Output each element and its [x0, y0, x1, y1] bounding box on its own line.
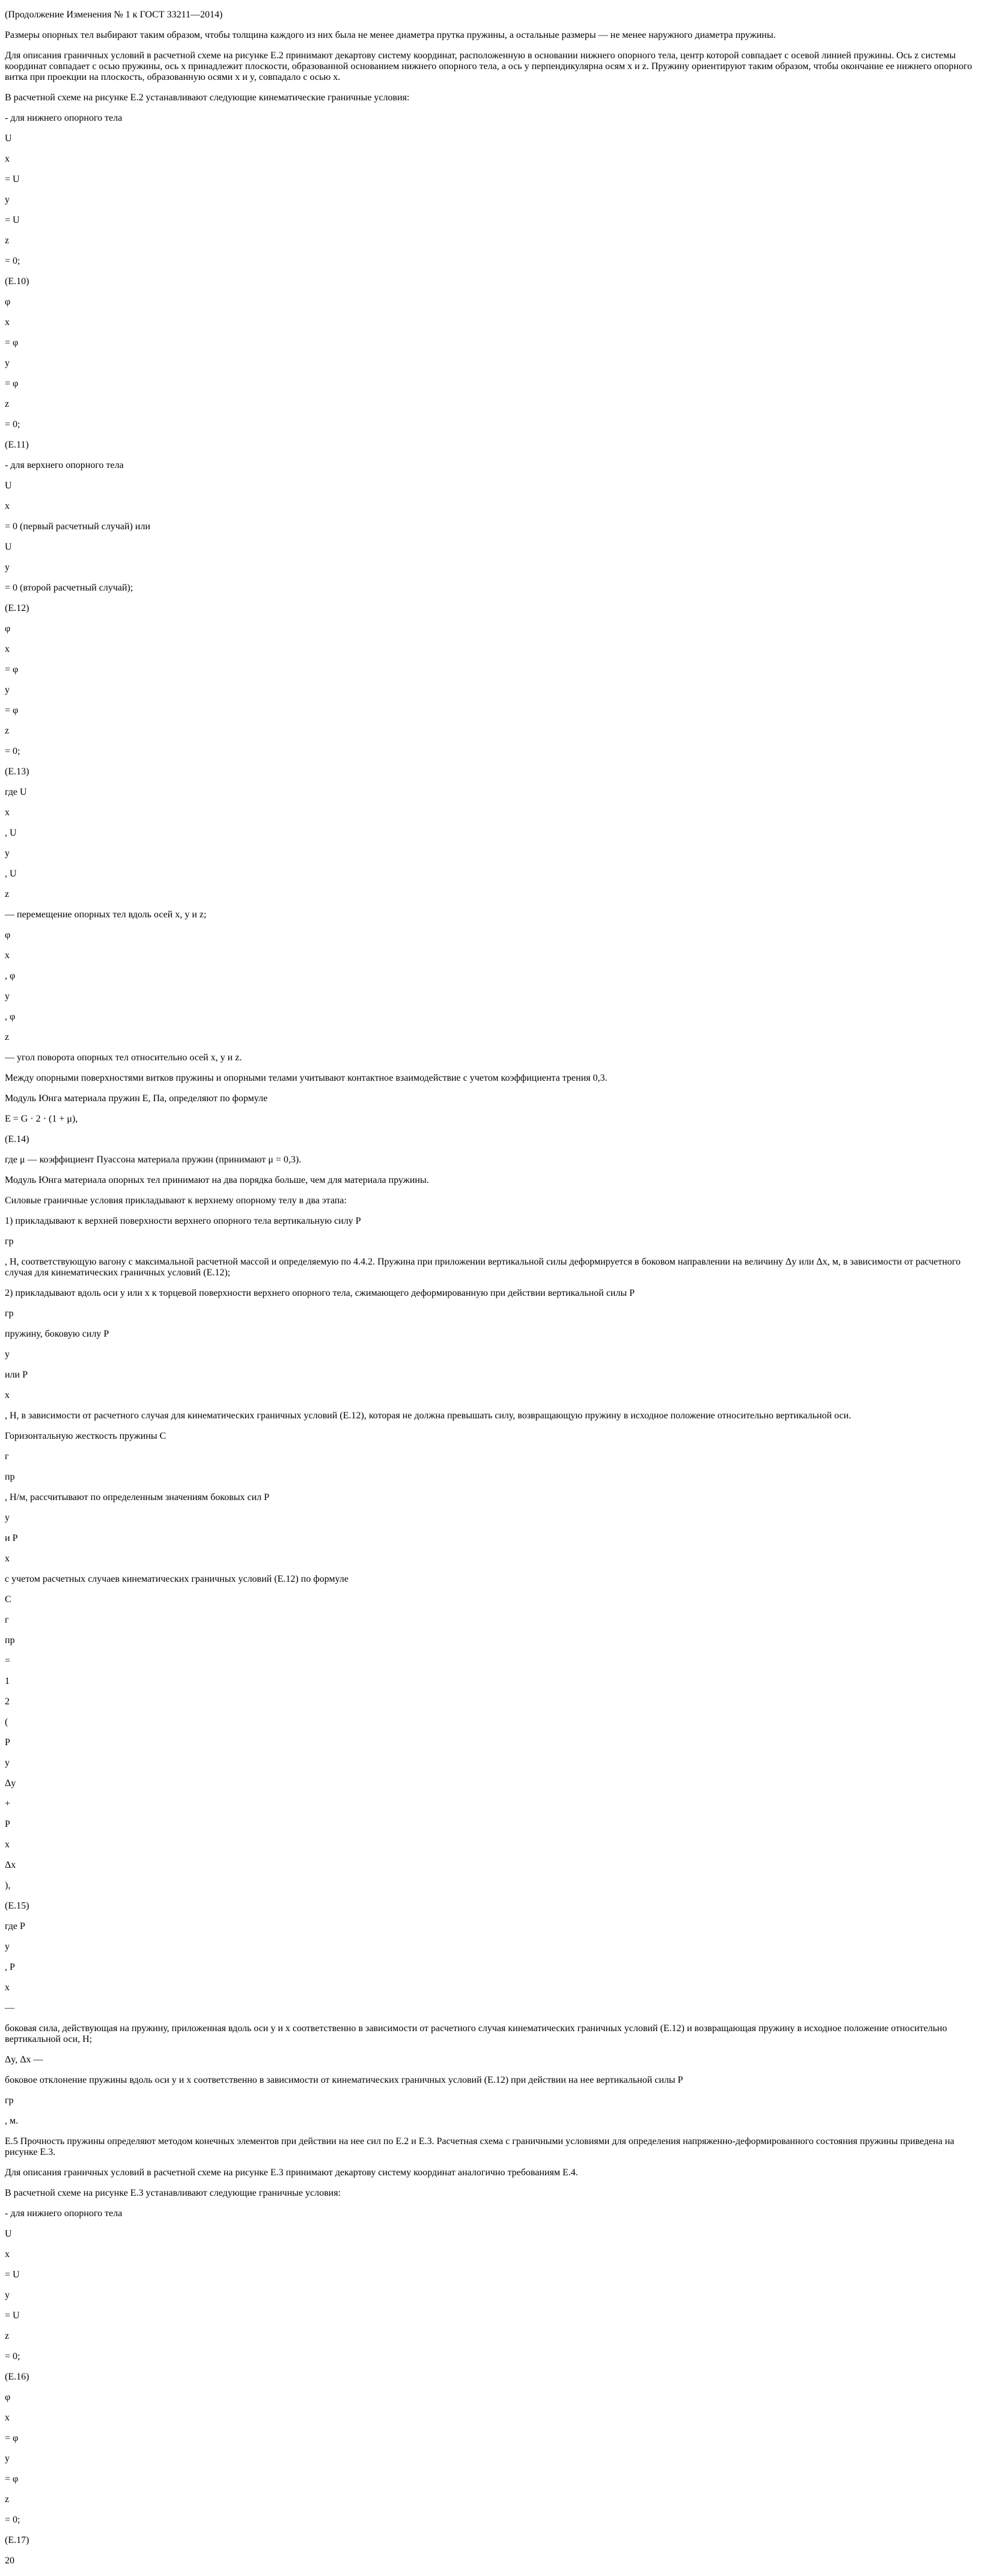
text-105: - для нижнего опорного тела [5, 2208, 123, 2219]
text-36: (Е.13) [5, 767, 29, 777]
text-118: = φ [5, 2474, 19, 2484]
text-47: y [5, 991, 10, 1001]
text-10: z [5, 235, 10, 246]
text-57: Силовые граничные условия прикладывают к верхнему опорному телу в два этапа: [5, 1195, 347, 1206]
text-88: x [5, 1839, 10, 1850]
text-73: и P [5, 1533, 18, 1543]
text-114: φ [5, 2392, 11, 2402]
text-1: Размеры опорных тел выбирают таким образом, чтобы толщина каждого из них была не менее диаметра прутка пружины, а остальные размеры — не менее наружного диаметра пружины. [5, 30, 776, 40]
text-2: Для описания граничных условий в расчетной схеме на рисунке Е.2 принимают декартову систему координат, расположенную в основании нижнего опорного тела, центр которой совпадает с осевой линией пружины. Ось z системы координат совпадает с осью пружины, ось x принадлежит плоскости, образованной основанием нижнего опорного тела, а ось y перпендикулярна осям x и z. Пружину ориентируют таким образом, чтобы окончание ее нижнего опорного витка при проекции на плоскость, образованную осями x и y, совпадало с осью x. [5, 50, 972, 82]
text-109: y [5, 2290, 10, 2300]
text-104: В расчетной схеме на рисунке Е.3 устанавливают следующие граничные условия: [5, 2188, 341, 2198]
text-117: y [5, 2453, 10, 2464]
text-42: z [5, 889, 10, 899]
text-91: (Е.15) [5, 1901, 29, 1911]
text-21: - для верхнего опорного тела [5, 460, 124, 470]
text-111: z [5, 2331, 10, 2341]
text-92: где P [5, 1921, 25, 1931]
text-102: Е.5 Прочность пружины определяют методом конечных элементов при действии на нее сил по Е.2 и Е.3. Расчетная схема с граничными условиями для определения напряженно-деформированного состояния пружины приведена на рисунке Е.3. [5, 2136, 954, 2157]
text-68: Горизонтальную жесткость пружины C [5, 1431, 166, 1441]
text-31: = φ [5, 664, 19, 675]
text-97: боковая сила, действующая на пружину, приложенная вдоль оси y и x соответственно в зависимости от расчетного случая кинематических граничных условий (Е.12) и возвращающая пружину в исходное положение относительно вертикальной оси, Н; [5, 2023, 947, 2044]
text-64: y [5, 1349, 10, 1359]
text-99: боковое отклонение пружины вдоль оси y и x соответственно в зависимости от кинематических граничных условий (Е.12) при действии на нее вертикальной силы P [5, 2075, 683, 2085]
text-7: = U [5, 174, 20, 184]
text-120: = 0; [5, 2515, 20, 2525]
text-23: x [5, 501, 10, 511]
text-26: y [5, 562, 10, 573]
text-5: U [5, 133, 12, 144]
text-15: = φ [5, 338, 19, 348]
text-8: y [5, 195, 10, 205]
text-119: z [5, 2494, 10, 2505]
text-116: = φ [5, 2433, 19, 2443]
text-46: , φ [5, 971, 16, 981]
text-81: 2 [5, 1697, 10, 1707]
text-25: U [5, 542, 12, 552]
text-50: — угол поворота опорных тел относительно осей x, y и z. [5, 1053, 242, 1063]
text-101: , м. [5, 2116, 19, 2126]
text-79: = [5, 1656, 11, 1666]
text-74: x [5, 1554, 10, 1564]
text-55: где μ — коэффициент Пуассона материала пружин (принимают μ = 0,3). [5, 1155, 302, 1165]
text-27: = 0 (второй расчетный случай); [5, 583, 133, 593]
text-93: y [5, 1942, 10, 1952]
text-29: φ [5, 624, 11, 634]
text-52: Модуль Юнга материала пружин E, Па, определяют по формуле [5, 1093, 268, 1104]
text-98: Δy, Δx — [5, 2055, 43, 2065]
text-3: В расчетной схеме на рисунке Е.2 устанавливают следующие кинематические граничные условия: [5, 93, 410, 103]
text-59: гр [5, 1236, 14, 1247]
text-56: Модуль Юнга материала опорных тел принимают на два порядка больше, чем для материала пружины. [5, 1175, 429, 1185]
text-63: пружину, боковую силу P [5, 1329, 109, 1339]
text-66: x [5, 1390, 10, 1400]
text-103: Для описания граничных условий в расчетной схеме на рисунке Е.3 принимают декартову систему координат аналогично требованиям Е.4. [5, 2167, 578, 2178]
text-11: = 0; [5, 256, 20, 266]
text-76: C [5, 1594, 11, 1605]
text-33: = φ [5, 705, 19, 715]
text-94: , P [5, 1962, 15, 1972]
text-44: φ [5, 930, 11, 940]
text-61: 2) прикладывают вдоль оси y или x к торцевой поверхности верхнего опорного тела, сжимающего деформированную при действии вертикальной силы P [5, 1288, 635, 1298]
text-39: , U [5, 828, 17, 838]
text-58: 1) прикладывают к верхней поверхности верхнего опорного тела вертикальную силу P [5, 1216, 361, 1226]
text-17: = φ [5, 378, 19, 389]
text-84: y [5, 1758, 10, 1768]
text-30: x [5, 644, 10, 654]
text-115: x [5, 2413, 10, 2423]
text-65: или P [5, 1370, 28, 1380]
text-71: , Н/м, рассчитывают по определенным значениям боковых сил P [5, 1492, 270, 1502]
text-72: y [5, 1513, 10, 1523]
text-69: г [5, 1451, 9, 1462]
text-82: ( [5, 1717, 8, 1727]
text-37: где U [5, 787, 27, 797]
text-35: = 0; [5, 746, 20, 756]
text-40: y [5, 848, 10, 858]
text-41: , U [5, 869, 17, 879]
text-16: y [5, 358, 10, 368]
text-54: (Е.14) [5, 1134, 29, 1144]
text-13: φ [5, 297, 11, 307]
text-18: z [5, 399, 10, 409]
text-19: = 0; [5, 419, 20, 430]
text-43: — перемещение опорных тел вдоль осей x, y и z; [5, 910, 207, 920]
text-87: P [5, 1819, 10, 1829]
text-78: пр [5, 1635, 15, 1645]
text-80: 1 [5, 1676, 10, 1686]
text-96: — [5, 2003, 14, 2013]
text-53: E = G · 2 · (1 + μ), [5, 1114, 78, 1124]
text-86: + [5, 1799, 11, 1809]
text-122: 20 [5, 2556, 14, 2566]
text-113: (Е.16) [5, 2372, 29, 2382]
text-62: гр [5, 1308, 14, 1319]
text-90: ), [5, 1880, 11, 1891]
text-0: (Продолжение Изменения № 1 к ГОСТ 33211—2014) [5, 10, 223, 20]
text-60: , Н, соответствующую вагону с максимальной расчетной массой и определяемую по 4.4.2. Пружина при приложении вертикальной силы деформируется в боковом направлении на величину Δy или Δx, м, в зависимости от расчетного случая для кинематических граничных условий (Е.12); [5, 1257, 961, 1278]
text-70: пр [5, 1472, 15, 1482]
text-110: = U [5, 2310, 20, 2321]
text-121: (Е.17) [5, 2535, 29, 2545]
text-89: Δx [5, 1860, 16, 1870]
text-85: Δy [5, 1778, 16, 1788]
text-22: U [5, 481, 12, 491]
text-48: , φ [5, 1012, 16, 1022]
text-45: x [5, 950, 10, 961]
text-32: y [5, 685, 10, 695]
text-14: x [5, 317, 10, 327]
text-49: z [5, 1032, 10, 1042]
content [5, 10, 989, 2566]
text-4: - для нижнего опорного тела [5, 113, 123, 123]
text-6: x [5, 154, 10, 164]
text-38: x [5, 807, 10, 818]
text-100: гр [5, 2095, 14, 2106]
text-77: г [5, 1615, 9, 1625]
text-107: x [5, 2249, 10, 2259]
text-12: (Е.10) [5, 276, 29, 287]
text-34: z [5, 726, 10, 736]
text-28: (Е.12) [5, 603, 29, 613]
text-112: = 0; [5, 2351, 20, 2362]
text-67: , Н, в зависимости от расчетного случая для кинематических граничных условий (Е.12), которая не должна превышать силу, возвращающую пружину в исходное положение относительно вертикальной оси. [5, 1411, 852, 1421]
text-9: = U [5, 215, 20, 225]
text-24: = 0 (первый расчетный случай) или [5, 521, 151, 532]
text-75: с учетом расчетных случаев кинематических граничных условий (Е.12) по формуле [5, 1574, 349, 1584]
text-95: x [5, 1982, 10, 1993]
text-51: Между опорными поверхностями витков пружины и опорными телами учитывают контактное взаимодействие с учетом коэффициента трения 0,3. [5, 1073, 608, 1083]
text-20: (Е.11) [5, 440, 29, 450]
text-106: U [5, 2229, 12, 2239]
text-83: P [5, 1737, 10, 1748]
text-108: = U [5, 2270, 20, 2280]
